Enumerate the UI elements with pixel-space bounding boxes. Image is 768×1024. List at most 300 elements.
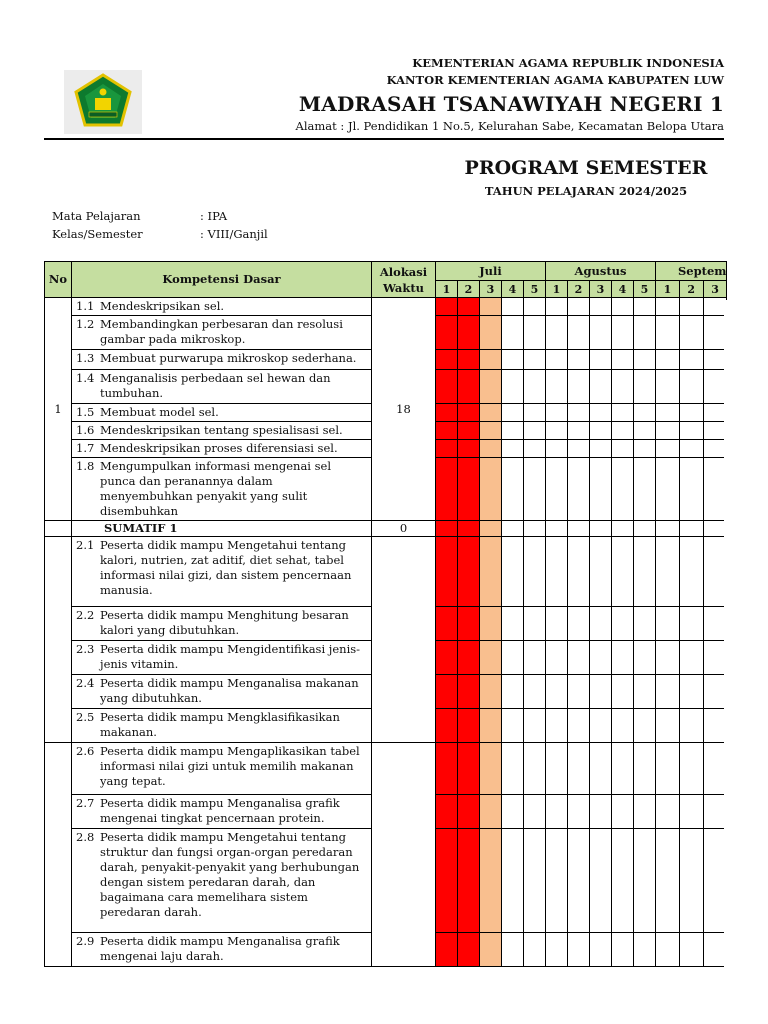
header-week: 2 bbox=[568, 281, 590, 298]
header-week: 3 bbox=[590, 281, 612, 298]
week-cell bbox=[612, 298, 634, 316]
week-cell bbox=[502, 370, 524, 404]
week-cell bbox=[458, 521, 480, 537]
week-cell bbox=[612, 316, 634, 350]
table-row bbox=[45, 537, 727, 607]
week-cell bbox=[436, 675, 458, 709]
academic-year: TAHUN PELAJARAN 2024/2025 bbox=[484, 184, 688, 198]
ministry-logo bbox=[64, 70, 142, 134]
competency-text: Membuat model sel. bbox=[100, 405, 219, 419]
week-cell bbox=[458, 641, 480, 675]
week-cell bbox=[656, 743, 680, 795]
header-week: 2 bbox=[679, 281, 703, 298]
school-address: Alamat : Jl. Pendidikan 1 No.5, Kelurahan Sabe, Kecamatan Belopa Utara bbox=[295, 119, 724, 133]
week-cell bbox=[436, 641, 458, 675]
week-cell bbox=[436, 298, 458, 316]
competency-number: 2.7 bbox=[76, 796, 95, 810]
header-week: 1 bbox=[436, 281, 458, 298]
week-cell bbox=[480, 370, 502, 404]
week-cell bbox=[679, 795, 703, 829]
week-cell bbox=[634, 675, 656, 709]
week-cell bbox=[679, 607, 703, 641]
week-cell bbox=[679, 298, 703, 316]
allocation-cell bbox=[372, 537, 436, 743]
week-cell bbox=[568, 422, 590, 440]
week-cell bbox=[436, 316, 458, 350]
week-cell bbox=[656, 933, 680, 967]
week-cell bbox=[524, 422, 546, 440]
week-cell bbox=[656, 641, 680, 675]
week-cell bbox=[634, 607, 656, 641]
week-cell bbox=[436, 537, 458, 607]
week-cell bbox=[612, 537, 634, 607]
week-cell bbox=[502, 440, 524, 458]
week-cell bbox=[634, 795, 656, 829]
competency-text: Membuat purwarupa mikroskop sederhana. bbox=[100, 351, 357, 365]
competency-number: 1.2 bbox=[76, 317, 95, 331]
week-cell bbox=[502, 537, 524, 607]
competency-number: 2.6 bbox=[76, 744, 95, 758]
week-cell bbox=[436, 440, 458, 458]
week-cell bbox=[656, 370, 680, 404]
week-cell bbox=[480, 440, 502, 458]
competency-text: Mendeskripsikan tentang spesialisasi sel. bbox=[100, 423, 343, 437]
week-cell bbox=[634, 641, 656, 675]
week-cell bbox=[568, 675, 590, 709]
header-kd: Kompetensi Dasar bbox=[72, 262, 372, 298]
week-cell bbox=[679, 537, 703, 607]
row-number bbox=[45, 743, 72, 967]
allocation-cell bbox=[372, 743, 436, 967]
week-cell bbox=[568, 933, 590, 967]
week-cell bbox=[568, 537, 590, 607]
week-cell bbox=[656, 404, 680, 422]
week-cell bbox=[568, 440, 590, 458]
week-cell bbox=[590, 641, 612, 675]
week-cell bbox=[612, 933, 634, 967]
week-cell bbox=[502, 350, 524, 370]
week-cell bbox=[612, 709, 634, 743]
week-cell bbox=[502, 933, 524, 967]
week-cell bbox=[634, 521, 656, 537]
week-cell bbox=[679, 458, 703, 521]
week-cell bbox=[568, 829, 590, 933]
competency-text: Peserta didik mampu Menghitung besaran kalori yang dibutuhkan. bbox=[100, 608, 349, 637]
week-cell bbox=[546, 641, 568, 675]
week-cell bbox=[546, 795, 568, 829]
week-cell bbox=[634, 933, 656, 967]
week-cell bbox=[524, 404, 546, 422]
week-cell bbox=[634, 458, 656, 521]
week-cell bbox=[458, 709, 480, 743]
week-cell bbox=[634, 404, 656, 422]
week-cell bbox=[612, 370, 634, 404]
week-cell bbox=[524, 641, 546, 675]
week-cell bbox=[612, 458, 634, 521]
week-cell bbox=[480, 422, 502, 440]
week-cell bbox=[634, 370, 656, 404]
week-cell bbox=[568, 709, 590, 743]
week-cell bbox=[679, 743, 703, 795]
week-cell bbox=[502, 829, 524, 933]
week-cell bbox=[590, 404, 612, 422]
competency-cell bbox=[72, 298, 372, 316]
week-cell bbox=[568, 350, 590, 370]
week-cell bbox=[590, 709, 612, 743]
week-cell bbox=[612, 440, 634, 458]
week-cell bbox=[612, 404, 634, 422]
summative-allocation: 0 bbox=[372, 521, 436, 537]
week-cell bbox=[590, 607, 612, 641]
subject-value: : IPA bbox=[200, 209, 228, 223]
competency-text: Peserta didik mampu Mengetahui tentang kalori, nutrien, zat aditif, diet sehat, tabel informasi nilai gizi, dan sistem pencernaan manusia. bbox=[100, 538, 352, 597]
week-cell bbox=[436, 521, 458, 537]
competency-cell bbox=[72, 709, 372, 743]
competency-number: 1.7 bbox=[76, 441, 95, 455]
week-cell bbox=[436, 422, 458, 440]
competency-text: Mendeskripsikan proses diferensiasi sel. bbox=[100, 441, 338, 455]
week-cell bbox=[546, 709, 568, 743]
page-edge bbox=[724, 300, 768, 1024]
week-cell bbox=[524, 316, 546, 350]
week-cell bbox=[590, 370, 612, 404]
week-cell bbox=[568, 641, 590, 675]
week-cell bbox=[480, 607, 502, 641]
week-cell bbox=[679, 370, 703, 404]
header-no: No bbox=[45, 262, 72, 298]
header-month-september: Septem bbox=[656, 262, 727, 281]
competency-cell bbox=[72, 370, 372, 404]
table-row bbox=[45, 298, 727, 316]
competency-cell bbox=[72, 675, 372, 709]
competency-cell bbox=[72, 829, 372, 933]
week-cell bbox=[480, 316, 502, 350]
week-cell bbox=[458, 829, 480, 933]
week-cell bbox=[679, 404, 703, 422]
week-cell bbox=[524, 675, 546, 709]
competency-text: Menganalisis perbedaan sel hewan dan tumbuhan. bbox=[100, 371, 331, 400]
week-cell bbox=[590, 521, 612, 537]
week-cell bbox=[502, 675, 524, 709]
class-value: : VIII/Ganjil bbox=[200, 227, 268, 241]
competency-text: Peserta didik mampu Menganalisa makanan yang dibutuhkan. bbox=[100, 676, 359, 705]
week-cell bbox=[679, 829, 703, 933]
week-cell bbox=[590, 743, 612, 795]
week-cell bbox=[546, 521, 568, 537]
class-row bbox=[52, 227, 268, 241]
competency-cell bbox=[72, 641, 372, 675]
week-cell bbox=[568, 743, 590, 795]
week-cell bbox=[656, 675, 680, 709]
week-cell bbox=[656, 458, 680, 521]
competency-text: Peserta didik mampu Mengetahui tentang struktur dan fungsi organ-organ peredaran darah, penyakit-penyakit yang berhubungan dengan sistem peredaran darah, dan bagaimana cara memelihara sistem peredaran darah. bbox=[100, 830, 360, 919]
week-cell bbox=[546, 370, 568, 404]
semester-program-table bbox=[44, 261, 727, 967]
competency-cell bbox=[72, 440, 372, 458]
competency-cell bbox=[72, 743, 372, 795]
week-cell bbox=[458, 440, 480, 458]
week-cell bbox=[568, 458, 590, 521]
week-cell bbox=[634, 298, 656, 316]
week-cell bbox=[502, 316, 524, 350]
competency-text: Peserta didik mampu Menganalisa grafik mengenai laju darah. bbox=[100, 934, 340, 963]
competency-cell bbox=[72, 316, 372, 350]
week-cell bbox=[502, 422, 524, 440]
competency-text: Peserta didik mampu Mengidentifikasi jenis-jenis vitamin. bbox=[100, 642, 361, 671]
week-cell bbox=[480, 795, 502, 829]
week-cell bbox=[524, 440, 546, 458]
week-cell bbox=[524, 829, 546, 933]
allocation-cell: 18 bbox=[372, 298, 436, 521]
competency-text: Mengumpulkan informasi mengenai sel punca dan peranannya dalam menyembuhkan penyakit yang sulit disembuhkan bbox=[100, 459, 332, 518]
week-cell bbox=[458, 607, 480, 641]
week-cell bbox=[480, 933, 502, 967]
competency-cell bbox=[72, 537, 372, 607]
week-cell bbox=[436, 370, 458, 404]
competency-number: 2.8 bbox=[76, 830, 95, 844]
week-cell bbox=[436, 458, 458, 521]
week-cell bbox=[590, 458, 612, 521]
week-cell bbox=[634, 350, 656, 370]
week-cell bbox=[546, 829, 568, 933]
week-cell bbox=[546, 316, 568, 350]
competency-cell bbox=[72, 795, 372, 829]
page-title: PROGRAM SEMESTER bbox=[464, 157, 708, 179]
week-cell bbox=[458, 404, 480, 422]
row-number: 1 bbox=[45, 298, 72, 521]
week-cell bbox=[502, 404, 524, 422]
week-cell bbox=[612, 521, 634, 537]
competency-cell bbox=[72, 350, 372, 370]
header-month-august: Agustus bbox=[546, 262, 656, 281]
week-cell bbox=[502, 458, 524, 521]
week-cell bbox=[502, 743, 524, 795]
week-cell bbox=[524, 521, 546, 537]
week-cell bbox=[634, 537, 656, 607]
week-cell bbox=[502, 709, 524, 743]
week-cell bbox=[458, 933, 480, 967]
week-cell bbox=[568, 316, 590, 350]
week-cell bbox=[480, 675, 502, 709]
competency-text: Peserta didik mampu Mengaplikasikan tabel informasi nilai gizi untuk memilih makanan yang tepat. bbox=[100, 744, 360, 788]
week-cell bbox=[679, 675, 703, 709]
row-number bbox=[45, 537, 72, 743]
week-cell bbox=[524, 370, 546, 404]
week-cell bbox=[679, 933, 703, 967]
week-cell bbox=[458, 422, 480, 440]
week-cell bbox=[458, 743, 480, 795]
competency-number: 1.6 bbox=[76, 423, 95, 437]
week-cell bbox=[502, 607, 524, 641]
competency-number: 2.2 bbox=[76, 608, 95, 622]
week-cell bbox=[524, 795, 546, 829]
week-cell bbox=[656, 829, 680, 933]
week-cell bbox=[458, 350, 480, 370]
week-cell bbox=[679, 641, 703, 675]
week-cell bbox=[480, 350, 502, 370]
week-cell bbox=[436, 743, 458, 795]
week-cell bbox=[679, 350, 703, 370]
week-cell bbox=[634, 743, 656, 795]
week-cell bbox=[546, 350, 568, 370]
week-cell bbox=[458, 675, 480, 709]
week-cell bbox=[656, 316, 680, 350]
competency-number: 1.3 bbox=[76, 351, 95, 365]
week-cell bbox=[612, 829, 634, 933]
week-cell bbox=[590, 316, 612, 350]
header-week: 2 bbox=[458, 281, 480, 298]
week-cell bbox=[590, 675, 612, 709]
header-week: 4 bbox=[612, 281, 634, 298]
subject-label: Mata Pelajaran bbox=[52, 209, 141, 223]
week-cell bbox=[656, 440, 680, 458]
week-cell bbox=[546, 458, 568, 521]
week-cell bbox=[612, 422, 634, 440]
week-cell bbox=[612, 795, 634, 829]
week-cell bbox=[612, 641, 634, 675]
school-name: MADRASAH TSANAWIYAH NEGERI 1 bbox=[298, 92, 724, 116]
week-cell bbox=[546, 743, 568, 795]
week-cell bbox=[656, 607, 680, 641]
week-cell bbox=[679, 316, 703, 350]
week-cell bbox=[568, 370, 590, 404]
week-cell bbox=[502, 298, 524, 316]
week-cell bbox=[656, 422, 680, 440]
class-label: Kelas/Semester bbox=[52, 227, 143, 241]
week-cell bbox=[634, 829, 656, 933]
week-cell bbox=[436, 607, 458, 641]
ministry-name: KEMENTERIAN AGAMA REPUBLIK INDONESIA bbox=[412, 56, 724, 70]
week-cell bbox=[480, 641, 502, 675]
week-cell bbox=[546, 537, 568, 607]
header-week: 4 bbox=[502, 281, 524, 298]
header-week: 3 bbox=[480, 281, 502, 298]
week-cell bbox=[480, 298, 502, 316]
week-cell bbox=[480, 537, 502, 607]
week-cell bbox=[656, 521, 680, 537]
header-month-july: Juli bbox=[436, 262, 546, 281]
header-week: 5 bbox=[524, 281, 546, 298]
week-cell bbox=[590, 933, 612, 967]
week-cell bbox=[679, 440, 703, 458]
competency-cell bbox=[72, 422, 372, 440]
subject-row bbox=[52, 209, 228, 223]
week-cell bbox=[502, 795, 524, 829]
competency-cell bbox=[72, 458, 372, 521]
week-cell bbox=[568, 298, 590, 316]
week-cell bbox=[568, 404, 590, 422]
week-cell bbox=[634, 316, 656, 350]
week-cell bbox=[480, 743, 502, 795]
week-cell bbox=[458, 298, 480, 316]
week-cell bbox=[436, 350, 458, 370]
week-cell bbox=[546, 933, 568, 967]
week-cell bbox=[612, 743, 634, 795]
competency-text: Peserta didik mampu Mengklasifikasikan makanan. bbox=[100, 710, 340, 739]
week-cell bbox=[656, 537, 680, 607]
row-number bbox=[45, 521, 72, 537]
week-cell bbox=[436, 933, 458, 967]
competency-number: 1.4 bbox=[76, 371, 95, 385]
week-cell bbox=[480, 829, 502, 933]
week-cell bbox=[656, 350, 680, 370]
week-cell bbox=[679, 709, 703, 743]
week-cell bbox=[568, 607, 590, 641]
office-name: KANTOR KEMENTERIAN AGAMA KABUPATEN LUW bbox=[386, 73, 724, 87]
competency-cell bbox=[72, 404, 372, 422]
week-cell bbox=[679, 521, 703, 537]
week-cell bbox=[458, 370, 480, 404]
header-week: 1 bbox=[546, 281, 568, 298]
week-cell bbox=[436, 404, 458, 422]
week-cell bbox=[612, 607, 634, 641]
week-cell bbox=[458, 537, 480, 607]
week-cell bbox=[568, 521, 590, 537]
week-cell bbox=[524, 933, 546, 967]
week-cell bbox=[590, 440, 612, 458]
week-cell bbox=[546, 422, 568, 440]
week-cell bbox=[634, 709, 656, 743]
summative-row bbox=[45, 521, 727, 537]
competency-number: 2.4 bbox=[76, 676, 95, 690]
week-cell bbox=[590, 829, 612, 933]
week-cell bbox=[436, 795, 458, 829]
week-cell bbox=[458, 316, 480, 350]
week-cell bbox=[546, 298, 568, 316]
competency-number: 2.5 bbox=[76, 710, 95, 724]
competency-number: 1.8 bbox=[76, 459, 95, 473]
header-week: 5 bbox=[634, 281, 656, 298]
week-cell bbox=[502, 521, 524, 537]
week-cell bbox=[458, 458, 480, 521]
week-cell bbox=[524, 458, 546, 521]
header-alloc: Alokasi Waktu bbox=[372, 262, 436, 298]
header-week: 3 bbox=[703, 281, 727, 298]
week-cell bbox=[590, 795, 612, 829]
week-cell bbox=[612, 350, 634, 370]
competency-number: 1.1 bbox=[76, 299, 95, 313]
week-cell bbox=[524, 709, 546, 743]
week-cell bbox=[458, 795, 480, 829]
competency-number: 1.5 bbox=[76, 405, 95, 419]
competency-cell bbox=[72, 607, 372, 641]
week-cell bbox=[524, 298, 546, 316]
week-cell bbox=[480, 521, 502, 537]
week-cell bbox=[546, 404, 568, 422]
week-cell bbox=[656, 709, 680, 743]
week-cell bbox=[656, 795, 680, 829]
competency-number: 2.1 bbox=[76, 538, 95, 552]
competency-number: 2.3 bbox=[76, 642, 95, 656]
week-cell bbox=[679, 422, 703, 440]
week-cell bbox=[502, 641, 524, 675]
competency-cell bbox=[72, 933, 372, 967]
week-cell bbox=[590, 422, 612, 440]
week-cell bbox=[634, 422, 656, 440]
week-cell bbox=[634, 440, 656, 458]
week-cell bbox=[612, 675, 634, 709]
week-cell bbox=[524, 537, 546, 607]
summative-label: SUMATIF 1 bbox=[72, 521, 372, 537]
week-cell bbox=[480, 709, 502, 743]
header-divider bbox=[44, 138, 724, 140]
week-cell bbox=[436, 709, 458, 743]
week-cell bbox=[524, 350, 546, 370]
week-cell bbox=[546, 440, 568, 458]
week-cell bbox=[590, 298, 612, 316]
week-cell bbox=[480, 404, 502, 422]
week-cell bbox=[524, 743, 546, 795]
